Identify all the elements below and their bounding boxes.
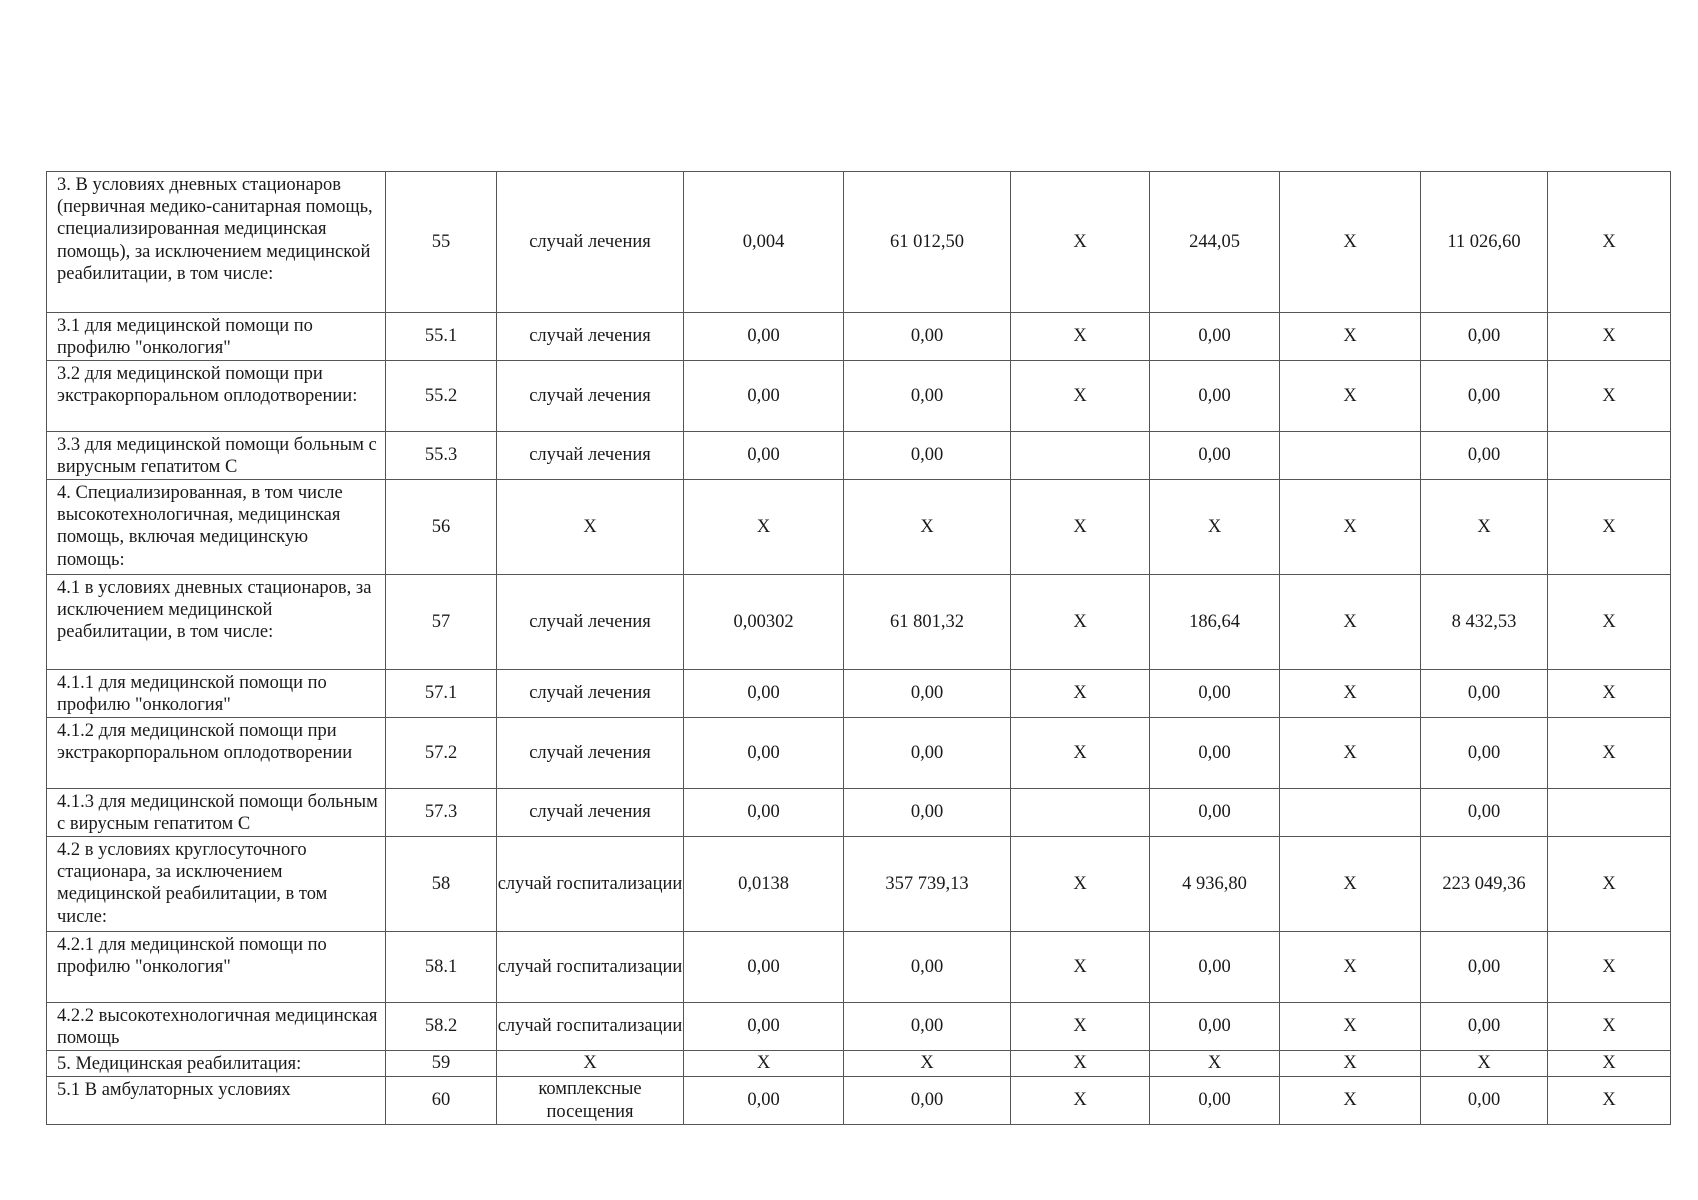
- value-cell: 0,00: [1421, 1077, 1548, 1125]
- value-cell: X: [1548, 575, 1671, 670]
- value-cell: X: [1280, 718, 1421, 789]
- value-cell: X: [1548, 718, 1671, 789]
- value-cell: X: [684, 1051, 844, 1077]
- value-cell: X: [1011, 1051, 1150, 1077]
- value-cell: 0,00: [844, 718, 1011, 789]
- row-name: 3.3 для медицинской помощи больным с вирусным гепатитом С: [47, 432, 386, 480]
- unit-cell: случай лечения: [497, 670, 684, 718]
- table-row: [47, 1003, 1671, 1051]
- value-cell: X: [1280, 670, 1421, 718]
- table-row: [47, 1051, 1671, 1077]
- unit-cell: случай госпитализации: [497, 837, 684, 932]
- value-cell: 0,00: [1150, 432, 1280, 480]
- row-number: 57.3: [386, 789, 497, 837]
- value-cell: X: [1548, 932, 1671, 1003]
- table-row: [47, 432, 1671, 480]
- value-cell: X: [1548, 1051, 1671, 1077]
- unit-cell: случай лечения: [497, 361, 684, 432]
- row-number: 58: [386, 837, 497, 932]
- unit-cell: X: [497, 480, 684, 575]
- row-name: 4.2.2 высокотехнологичная медицинская помощь: [47, 1003, 386, 1051]
- value-cell: X: [1011, 1003, 1150, 1051]
- value-cell: 11 026,60: [1421, 172, 1548, 313]
- value-cell: X: [1548, 1003, 1671, 1051]
- value-cell: 0,00: [844, 1003, 1011, 1051]
- value-cell: 0,00: [844, 789, 1011, 837]
- row-number: 57: [386, 575, 497, 670]
- row-number: 58.2: [386, 1003, 497, 1051]
- unit-cell: комплексные посещения: [497, 1077, 684, 1125]
- value-cell: X: [1280, 1077, 1421, 1125]
- value-cell: X: [1011, 361, 1150, 432]
- row-number: 55.1: [386, 313, 497, 361]
- value-cell: 0,00: [684, 432, 844, 480]
- value-cell: X: [1280, 837, 1421, 932]
- value-cell: [1548, 789, 1671, 837]
- value-cell: 0,00: [1421, 361, 1548, 432]
- row-number: 58.1: [386, 932, 497, 1003]
- table-row: [47, 313, 1671, 361]
- value-cell: 0,00: [1150, 932, 1280, 1003]
- value-cell: [1280, 432, 1421, 480]
- value-cell: 0,00: [1150, 670, 1280, 718]
- row-name: 3. В условиях дневных стационаров (первичная медико-санитарная помощь, специализированная медицинская помощь), за исключением медицинской реабилитации, в том числе:: [47, 172, 386, 313]
- value-cell: 61 012,50: [844, 172, 1011, 313]
- value-cell: 186,64: [1150, 575, 1280, 670]
- value-cell: X: [1280, 1003, 1421, 1051]
- value-cell: X: [1548, 837, 1671, 932]
- value-cell: 0,00: [1421, 1003, 1548, 1051]
- row-number: 60: [386, 1077, 497, 1125]
- value-cell: X: [1280, 480, 1421, 575]
- value-cell: 0,00: [684, 789, 844, 837]
- row-name: 4.1 в условиях дневных стационаров, за исключением медицинской реабилитации, в том числе:: [47, 575, 386, 670]
- value-cell: X: [684, 480, 844, 575]
- unit-cell: случай лечения: [497, 789, 684, 837]
- value-cell: 0,00: [1150, 1077, 1280, 1125]
- value-cell: 0,00302: [684, 575, 844, 670]
- value-cell: 0,00: [684, 670, 844, 718]
- table-row: [47, 172, 1671, 313]
- table-row: [47, 670, 1671, 718]
- value-cell: 0,00: [844, 313, 1011, 361]
- value-cell: X: [1011, 172, 1150, 313]
- value-cell: 0,00: [684, 313, 844, 361]
- unit-cell: случай госпитализации: [497, 1003, 684, 1051]
- value-cell: 0,00: [684, 1003, 844, 1051]
- table-row: [47, 361, 1671, 432]
- value-cell: 0,00: [1421, 313, 1548, 361]
- financing-table: [46, 171, 1671, 1125]
- table-row: [47, 480, 1671, 575]
- value-cell: 0,00: [1150, 1003, 1280, 1051]
- value-cell: 244,05: [1150, 172, 1280, 313]
- value-cell: X: [1280, 575, 1421, 670]
- row-number: 59: [386, 1051, 497, 1077]
- value-cell: X: [1548, 361, 1671, 432]
- unit-cell: случай лечения: [497, 575, 684, 670]
- value-cell: X: [1421, 1051, 1548, 1077]
- value-cell: 0,00: [684, 361, 844, 432]
- value-cell: 0,00: [844, 432, 1011, 480]
- unit-cell: случай лечения: [497, 432, 684, 480]
- value-cell: 0,00: [684, 932, 844, 1003]
- row-name: 4.1.3 для медицинской помощи больным с вирусным гепатитом С: [47, 789, 386, 837]
- value-cell: X: [844, 1051, 1011, 1077]
- value-cell: X: [1011, 932, 1150, 1003]
- unit-cell: случай лечения: [497, 172, 684, 313]
- value-cell: 223 049,36: [1421, 837, 1548, 932]
- table-row: [47, 837, 1671, 932]
- value-cell: X: [1421, 480, 1548, 575]
- value-cell: X: [1548, 1077, 1671, 1125]
- value-cell: 0,00: [844, 670, 1011, 718]
- value-cell: 0,00: [1150, 313, 1280, 361]
- value-cell: 357 739,13: [844, 837, 1011, 932]
- value-cell: 0,00: [1150, 361, 1280, 432]
- row-number: 57.1: [386, 670, 497, 718]
- table-row: [47, 932, 1671, 1003]
- value-cell: 61 801,32: [844, 575, 1011, 670]
- value-cell: X: [1280, 1051, 1421, 1077]
- value-cell: 0,00: [844, 932, 1011, 1003]
- value-cell: X: [1011, 718, 1150, 789]
- value-cell: 0,00: [1150, 718, 1280, 789]
- unit-cell: случай лечения: [497, 718, 684, 789]
- row-name: 3.1 для медицинской помощи по профилю "онкология": [47, 313, 386, 361]
- row-number: 55.3: [386, 432, 497, 480]
- table-row: [47, 718, 1671, 789]
- value-cell: X: [1011, 670, 1150, 718]
- value-cell: 8 432,53: [1421, 575, 1548, 670]
- unit-cell: X: [497, 1051, 684, 1077]
- value-cell: 0,00: [684, 1077, 844, 1125]
- table-row: [47, 789, 1671, 837]
- row-number: 57.2: [386, 718, 497, 789]
- value-cell: 0,00: [844, 361, 1011, 432]
- value-cell: X: [1011, 313, 1150, 361]
- value-cell: X: [1280, 361, 1421, 432]
- value-cell: X: [1150, 1051, 1280, 1077]
- value-cell: [1011, 789, 1150, 837]
- value-cell: X: [1011, 480, 1150, 575]
- value-cell: 0,00: [1421, 932, 1548, 1003]
- value-cell: X: [1280, 313, 1421, 361]
- row-number: 55.2: [386, 361, 497, 432]
- row-name: 4.2 в условиях круглосуточного стационара, за исключением медицинской реабилитации, в том числе:: [47, 837, 386, 932]
- value-cell: 0,00: [844, 1077, 1011, 1125]
- value-cell: 0,00: [1421, 670, 1548, 718]
- value-cell: X: [1011, 575, 1150, 670]
- value-cell: [1280, 789, 1421, 837]
- value-cell: 0,0138: [684, 837, 844, 932]
- document-page: [46, 171, 1671, 1125]
- value-cell: X: [1280, 172, 1421, 313]
- value-cell: 0,00: [684, 718, 844, 789]
- value-cell: X: [1011, 1077, 1150, 1125]
- value-cell: X: [1011, 837, 1150, 932]
- row-number: 56: [386, 480, 497, 575]
- value-cell: X: [1548, 480, 1671, 575]
- value-cell: 0,00: [1150, 789, 1280, 837]
- row-name: 4. Специализированная, в том числе высокотехнологичная, медицинская помощь, включая медицинскую помощь:: [47, 480, 386, 575]
- value-cell: 0,004: [684, 172, 844, 313]
- row-name: 5.1 В амбулаторных условиях: [47, 1077, 386, 1125]
- value-cell: X: [1548, 313, 1671, 361]
- value-cell: 0,00: [1421, 432, 1548, 480]
- unit-cell: случай лечения: [497, 313, 684, 361]
- value-cell: 0,00: [1421, 789, 1548, 837]
- value-cell: X: [844, 480, 1011, 575]
- value-cell: X: [1150, 480, 1280, 575]
- row-name: 4.1.1 для медицинской помощи по профилю "онкология": [47, 670, 386, 718]
- unit-cell: случай госпитализации: [497, 932, 684, 1003]
- row-name: 3.2 для медицинской помощи при экстракорпоральном оплодотворении:: [47, 361, 386, 432]
- row-name: 5. Медицинская реабилитация:: [47, 1051, 386, 1077]
- table-row: [47, 1077, 1671, 1125]
- value-cell: X: [1548, 172, 1671, 313]
- value-cell: X: [1548, 670, 1671, 718]
- table-row: [47, 575, 1671, 670]
- row-number: 55: [386, 172, 497, 313]
- value-cell: [1548, 432, 1671, 480]
- value-cell: 4 936,80: [1150, 837, 1280, 932]
- row-name: 4.2.1 для медицинской помощи по профилю "онкология": [47, 932, 386, 1003]
- value-cell: 0,00: [1421, 718, 1548, 789]
- row-name: 4.1.2 для медицинской помощи при экстракорпоральном оплодотворении: [47, 718, 386, 789]
- value-cell: X: [1280, 932, 1421, 1003]
- value-cell: [1011, 432, 1150, 480]
